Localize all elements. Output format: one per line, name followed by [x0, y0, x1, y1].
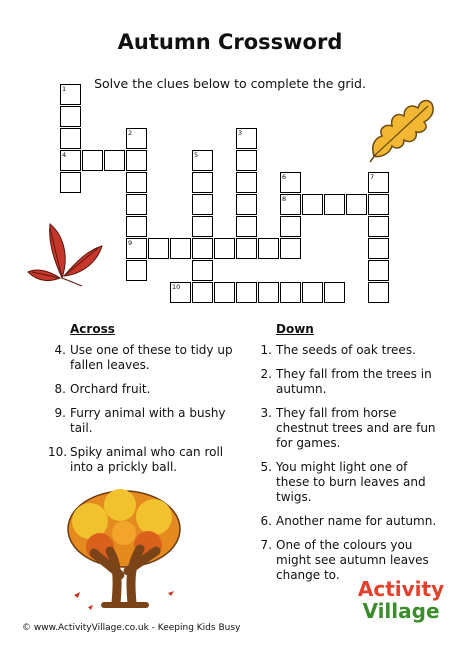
instructions: Solve the clues below to complete the grid.	[94, 76, 366, 91]
footer-copyright: © www.ActivityVillage.co.uk - Keeping Kids Busy	[22, 623, 241, 633]
clue-text: You might light one of these to burn leaves and twigs.	[276, 460, 426, 504]
clue-text: Another name for autumn.	[276, 514, 437, 528]
grid-number: 3	[238, 129, 243, 137]
clue-item	[254, 367, 444, 397]
clue-item	[48, 343, 244, 373]
down-clues	[254, 322, 444, 592]
grid-cell[interactable]	[104, 150, 125, 171]
grid-cell[interactable]	[302, 194, 323, 215]
clue-text: The seeds of oak trees.	[276, 343, 416, 357]
grid-cell[interactable]	[324, 194, 345, 215]
grid-cell[interactable]	[192, 150, 213, 171]
grid-cell[interactable]	[192, 238, 213, 259]
grid-cell[interactable]	[280, 194, 301, 215]
grid-cell[interactable]	[60, 84, 81, 105]
logo-line2: Village	[362, 599, 440, 623]
grid-cell[interactable]	[126, 194, 147, 215]
grid-cell[interactable]	[170, 238, 191, 259]
clue-item	[48, 382, 244, 397]
grid-cell[interactable]	[236, 150, 257, 171]
grid-cell[interactable]	[60, 172, 81, 193]
grid-cell[interactable]	[192, 282, 213, 303]
grid-cell[interactable]	[346, 194, 367, 215]
grid-cell[interactable]	[368, 260, 389, 281]
grid-cell[interactable]	[192, 194, 213, 215]
grid-cell[interactable]	[126, 216, 147, 237]
activity-village-logo	[356, 578, 446, 622]
clue-number: 2.	[260, 367, 272, 381]
clue-text: Furry animal with a bushy tail.	[70, 406, 226, 435]
grid-cell[interactable]	[192, 172, 213, 193]
grid-number: 6	[282, 173, 287, 181]
across-clues	[48, 322, 244, 484]
grid-cell[interactable]	[126, 260, 147, 281]
grid-number: 2	[128, 129, 133, 137]
grid-cell[interactable]	[302, 282, 323, 303]
grid-cell[interactable]	[280, 216, 301, 237]
grid-cell[interactable]	[258, 238, 279, 259]
clue-item	[254, 406, 444, 451]
clue-number: 6.	[260, 514, 272, 528]
clue-number: 8.	[54, 382, 66, 396]
grid-cell[interactable]	[324, 282, 345, 303]
grid-number: 4	[62, 151, 67, 159]
clue-number: 1.	[260, 343, 272, 357]
clue-text: Spiky animal who can roll into a prickly ball.	[70, 445, 224, 474]
grid-cell[interactable]	[214, 238, 235, 259]
grid-cell[interactable]	[368, 282, 389, 303]
grid-number: 5	[194, 151, 199, 159]
grid-cell[interactable]	[170, 282, 191, 303]
red-leaves-icon	[26, 220, 108, 290]
clue-number: 4.	[54, 343, 66, 357]
grid-cell[interactable]	[82, 150, 103, 171]
clue-item	[254, 343, 444, 358]
clue-item	[254, 460, 444, 505]
grid-cell[interactable]	[126, 238, 147, 259]
grid-cell[interactable]	[60, 106, 81, 127]
grid-cell[interactable]	[192, 260, 213, 281]
grid-cell[interactable]	[236, 194, 257, 215]
grid-number: 1	[62, 85, 67, 93]
clue-text: Orchard fruit.	[70, 382, 151, 396]
grid-cell[interactable]	[192, 216, 213, 237]
grid-cell[interactable]	[368, 194, 389, 215]
page-title: Autumn Crossword	[117, 30, 343, 54]
clue-number: 3.	[260, 406, 272, 420]
oak-leaf-icon	[362, 86, 442, 166]
down-heading: Down	[276, 322, 314, 336]
clue-number: 10.	[48, 445, 68, 459]
grid-cell[interactable]	[126, 128, 147, 149]
grid-cell[interactable]	[236, 216, 257, 237]
clue-text: They fall from the trees in autumn.	[276, 367, 432, 396]
grid-cell[interactable]	[236, 172, 257, 193]
grid-cell[interactable]	[214, 282, 235, 303]
grid-cell[interactable]	[236, 128, 257, 149]
grid-number: 9	[128, 239, 133, 247]
grid-cell[interactable]	[258, 282, 279, 303]
grid-cell[interactable]	[280, 172, 301, 193]
grid-cell[interactable]	[236, 238, 257, 259]
clue-number: 9.	[54, 406, 66, 420]
autumn-tree-icon	[60, 485, 190, 613]
clue-item	[48, 445, 244, 475]
clue-text: Use one of these to tidy up fallen leaves.	[70, 343, 233, 372]
grid-cell[interactable]	[60, 128, 81, 149]
grid-cell[interactable]	[148, 238, 169, 259]
clue-number: 5.	[260, 460, 272, 474]
grid-cell[interactable]	[60, 150, 81, 171]
grid-cell[interactable]	[126, 172, 147, 193]
grid-cell[interactable]	[368, 172, 389, 193]
grid-cell[interactable]	[126, 150, 147, 171]
clue-text: One of the colours you might see autumn leaves change to.	[276, 538, 429, 582]
clue-text: They fall from horse chestnut trees and are fun for games.	[276, 406, 436, 450]
grid-cell[interactable]	[280, 282, 301, 303]
grid-number: 7	[370, 173, 375, 181]
across-heading: Across	[70, 322, 115, 336]
grid-number: 8	[282, 195, 287, 203]
grid-cell[interactable]	[368, 238, 389, 259]
clue-item	[48, 406, 244, 436]
grid-cell[interactable]	[280, 238, 301, 259]
logo-line1: Activity	[357, 577, 445, 601]
grid-cell[interactable]	[368, 216, 389, 237]
grid-cell[interactable]	[236, 282, 257, 303]
clue-item	[254, 514, 444, 529]
grid-number: 10	[172, 283, 181, 291]
clue-number: 7.	[260, 538, 272, 552]
